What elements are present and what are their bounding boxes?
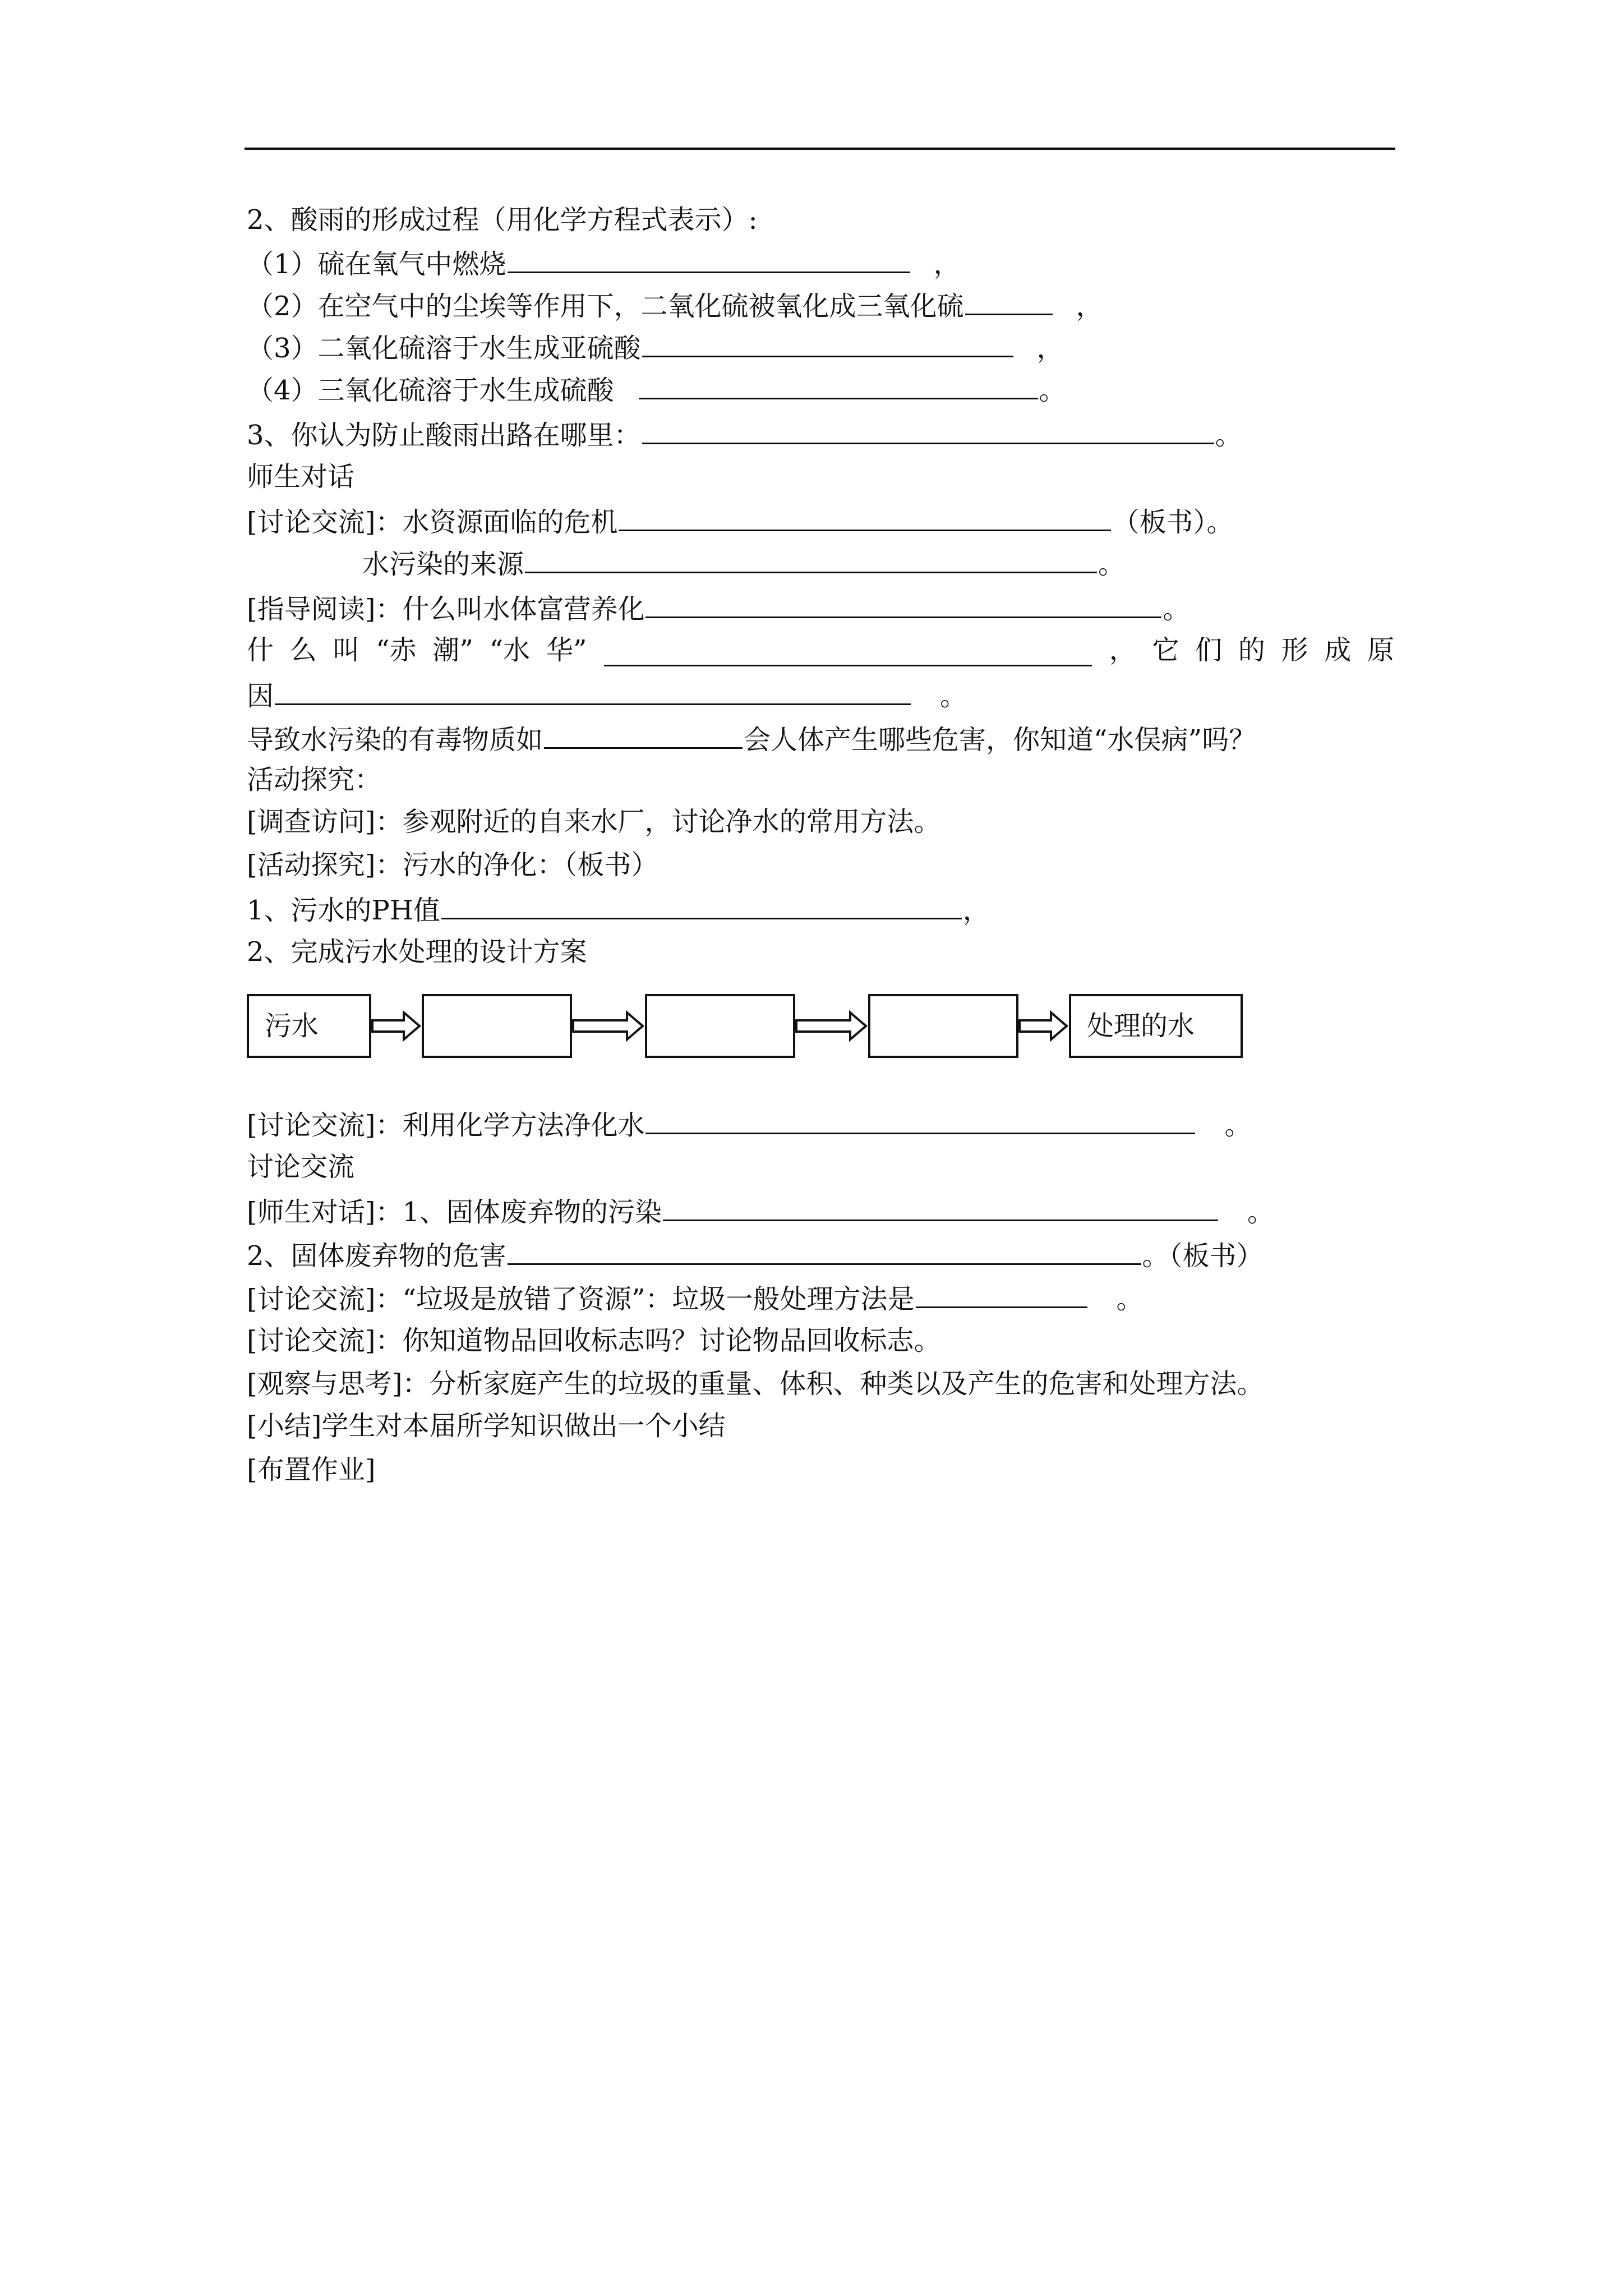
line-observe-think: [观察与思考]：分析家庭产生的垃圾的重量、体积、种类以及产生的危害和处理方法。: [247, 1368, 1264, 1400]
flow-box-step-3[interactable]: [868, 994, 1018, 1058]
answer-blank[interactable]: [619, 499, 1111, 531]
section-heading-discussion: 讨论交流: [247, 1151, 355, 1182]
line-purification: [活动探究]：污水的净化：（板书）: [247, 849, 658, 881]
answer-blank[interactable]: [441, 887, 962, 919]
line-solid-waste-pollution: [师生对话]：1、固体废弃物的污染 。: [247, 1189, 1274, 1231]
answer-blank[interactable]: [663, 1189, 1218, 1221]
line-sulfur-burning: （1）硫在氧气中燃烧 ，: [247, 241, 961, 283]
answer-blank[interactable]: [642, 325, 1013, 357]
flow-box-step-1[interactable]: [422, 994, 572, 1058]
line-summary: [小结]学生对本届所学知识做出一个小结: [247, 1410, 726, 1442]
flow-box-start: 污水: [247, 994, 371, 1058]
answer-blank[interactable]: [645, 1102, 1195, 1134]
header-rule: [245, 148, 1395, 150]
flow-arrow-icon: [795, 1009, 868, 1043]
line-pollution-source: 水污染的来源 。: [362, 541, 1125, 583]
line-solid-waste-harm: 2、固体废弃物的危害 。（板书）: [247, 1233, 1264, 1274]
line-toxic-substances: 导致水污染的有毒物质如 会人体产生哪些危害，你知道“水俣病”吗？: [247, 717, 1256, 758]
flow-arrow-icon: [572, 1009, 645, 1043]
line-homework: [布置作业]: [247, 1454, 376, 1485]
answer-blank[interactable]: [275, 673, 911, 705]
flow-box-step-2[interactable]: [645, 994, 795, 1058]
answer-blank[interactable]: [916, 1276, 1087, 1308]
line-red-tide: 什 么 叫 “赤 潮” “水 华” ， 它 们 的 形 成 原: [247, 634, 1394, 666]
line-design-plan: 2、完成污水处理的设计方案: [247, 936, 587, 968]
answer-blank[interactable]: [639, 367, 1038, 399]
answer-blank[interactable]: [965, 283, 1053, 315]
answer-blank[interactable]: [544, 717, 743, 749]
line-acid-rain-title: 2、酸雨的形成过程（用化学方程式表示）:: [247, 204, 758, 236]
flow-arrow-icon: [371, 1009, 422, 1043]
line-chemical-method: [讨论交流]：利用化学方法净化水 。: [247, 1102, 1251, 1144]
answer-blank[interactable]: [525, 541, 1097, 573]
section-heading-activity: 活动探究：: [247, 764, 382, 795]
section-heading-dialogue: 师生对话: [247, 461, 355, 493]
line-so2-oxidation: （2）在空气中的尘埃等作用下，二氧化硫被氧化成三氧化硫 ，: [247, 283, 1103, 325]
answer-blank[interactable]: [645, 586, 1161, 618]
flow-arrow-icon: [1018, 1009, 1069, 1043]
flow-box-end: 处理的水: [1069, 994, 1243, 1058]
line-so3-water: （4）三氧化硫溶于水生成硫酸 。: [247, 367, 1066, 409]
line-prevent-acid-rain: 3、你认为防止酸雨出路在哪里： 。: [247, 412, 1242, 454]
answer-blank[interactable]: [604, 634, 1092, 666]
answer-blank[interactable]: [508, 1233, 1141, 1265]
line-survey: [调查访问]：参观附近的自来水厂，讨论净水的常用方法。: [247, 806, 941, 838]
line-so2-water: （3）二氧化硫溶于水生成亚硫酸 ，: [247, 325, 1064, 367]
answer-blank[interactable]: [508, 241, 910, 273]
line-eutrophication: [指导阅读]：什么叫水体富营养化 。: [247, 586, 1189, 628]
line-recycling-mark: [讨论交流]：你知道物品回收标志吗？讨论物品回收标志。: [247, 1325, 941, 1356]
line-ph-value: 1、污水的PH值 ，: [247, 887, 990, 929]
line-cause: 因 。: [247, 673, 967, 715]
line-garbage-treatment: [讨论交流]：“垃圾是放错了资源”：垃圾一般处理方法是 。: [247, 1276, 1144, 1318]
line-water-crisis: [讨论交流]：水资源面临的危机 （板书）。: [247, 499, 1233, 541]
answer-blank[interactable]: [642, 412, 1214, 444]
